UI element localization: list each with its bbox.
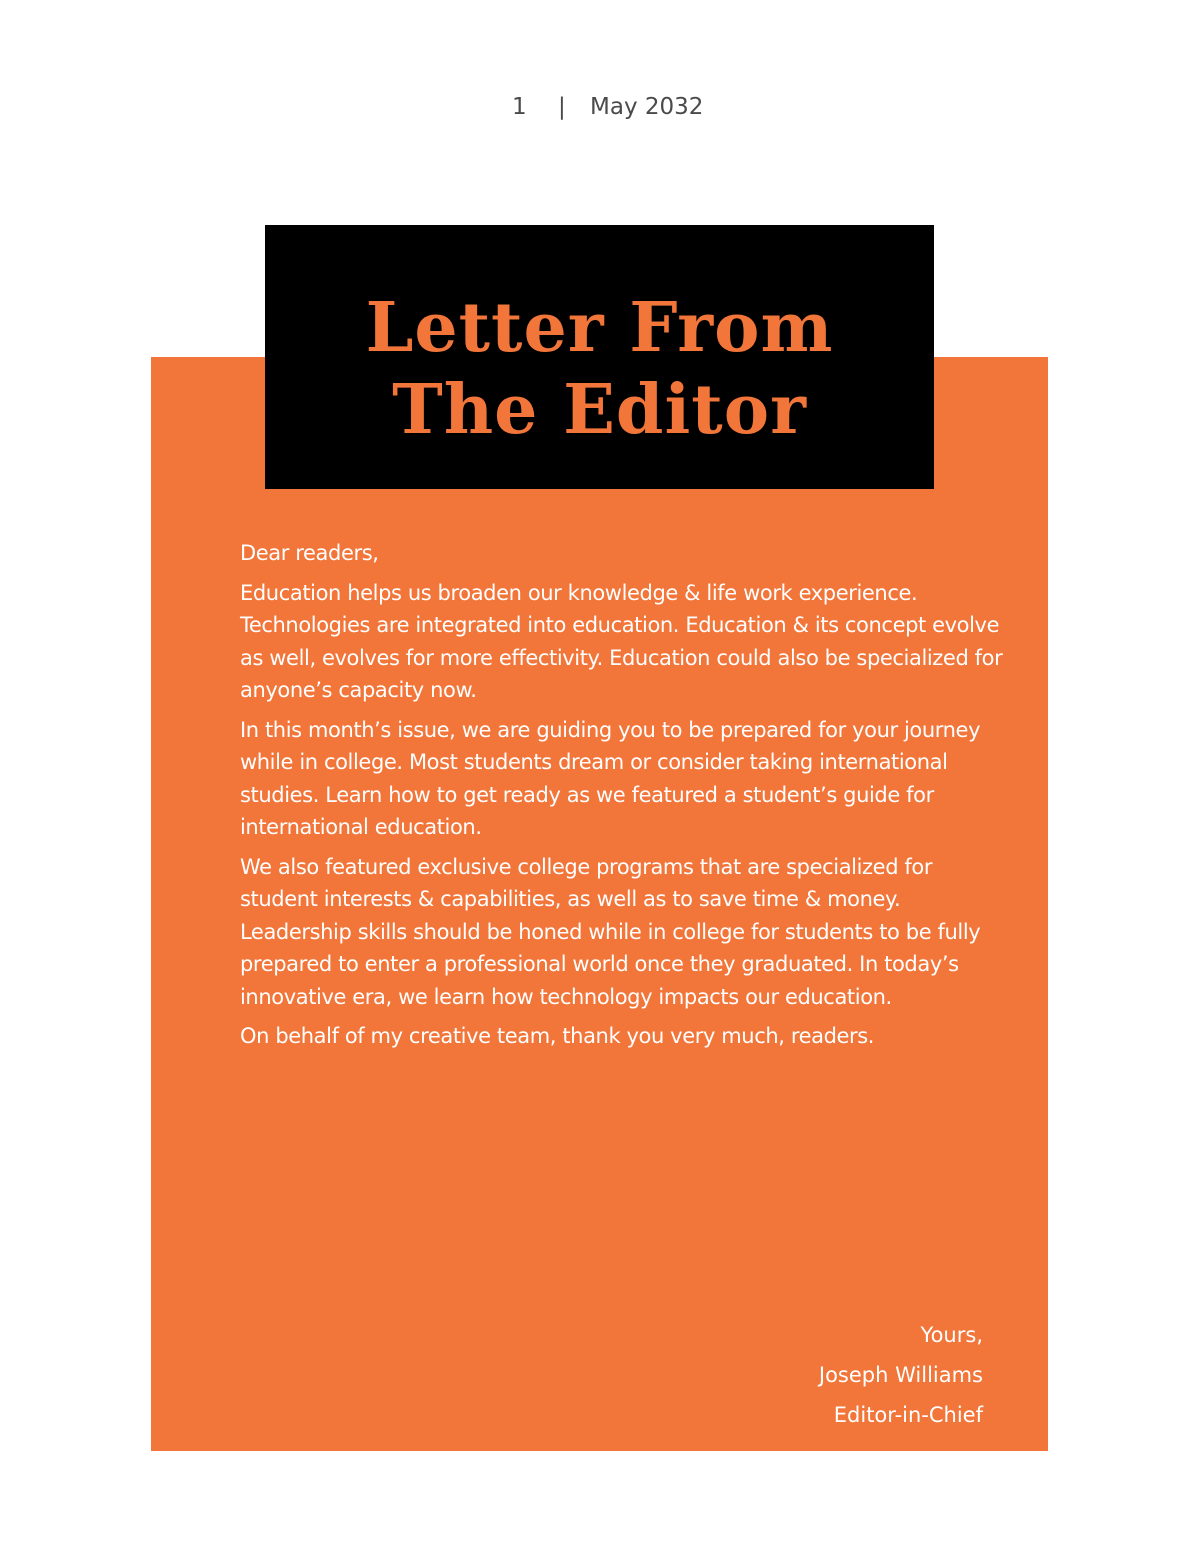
signature-role: Editor-in-Chief — [833, 1403, 983, 1427]
title-line-2: The Editor — [392, 370, 807, 450]
signature-name: Joseph Williams — [818, 1363, 983, 1387]
salutation: Dear readers, — [240, 541, 379, 565]
issue-date: May 2032 — [590, 94, 704, 120]
signature-block — [819, 1315, 983, 1435]
header-separator: | — [558, 94, 566, 120]
letter-paragraph-2: In this month’s issue, we are guiding you to be prepared for your journey while in college. Most students dream or consider taking international studies. Learn how to get ready as we featured a student’s guide for international education. — [240, 717, 981, 839]
signature-closing: Yours, — [920, 1323, 983, 1347]
page-title — [265, 287, 934, 451]
letter-body — [240, 537, 1010, 1060]
letter-paragraph-3: We also featured exclusive college programs that are specialized for student interests & capabilities, as well as to save time & money. Leadership skills should be honed while in college for students to be fully prepared to enter a professional world once they graduated. In today’s innovative era, we learn how technology impacts our education. — [240, 854, 981, 1009]
letter-paragraph-4: On behalf of my creative team, thank you very much, readers. — [240, 1024, 875, 1048]
page-number: 1 — [512, 94, 527, 120]
title-line-1: Letter From — [365, 288, 834, 368]
letter-paragraph-1: Education helps us broaden our knowledge & life work experience. Technologies are integrated into education. Education & its concept evolve as well, evolves for more effectivity. Education could also be specialized for anyone’s capacity now. — [240, 580, 1003, 702]
page-header — [0, 94, 1200, 128]
title-box — [265, 225, 934, 489]
